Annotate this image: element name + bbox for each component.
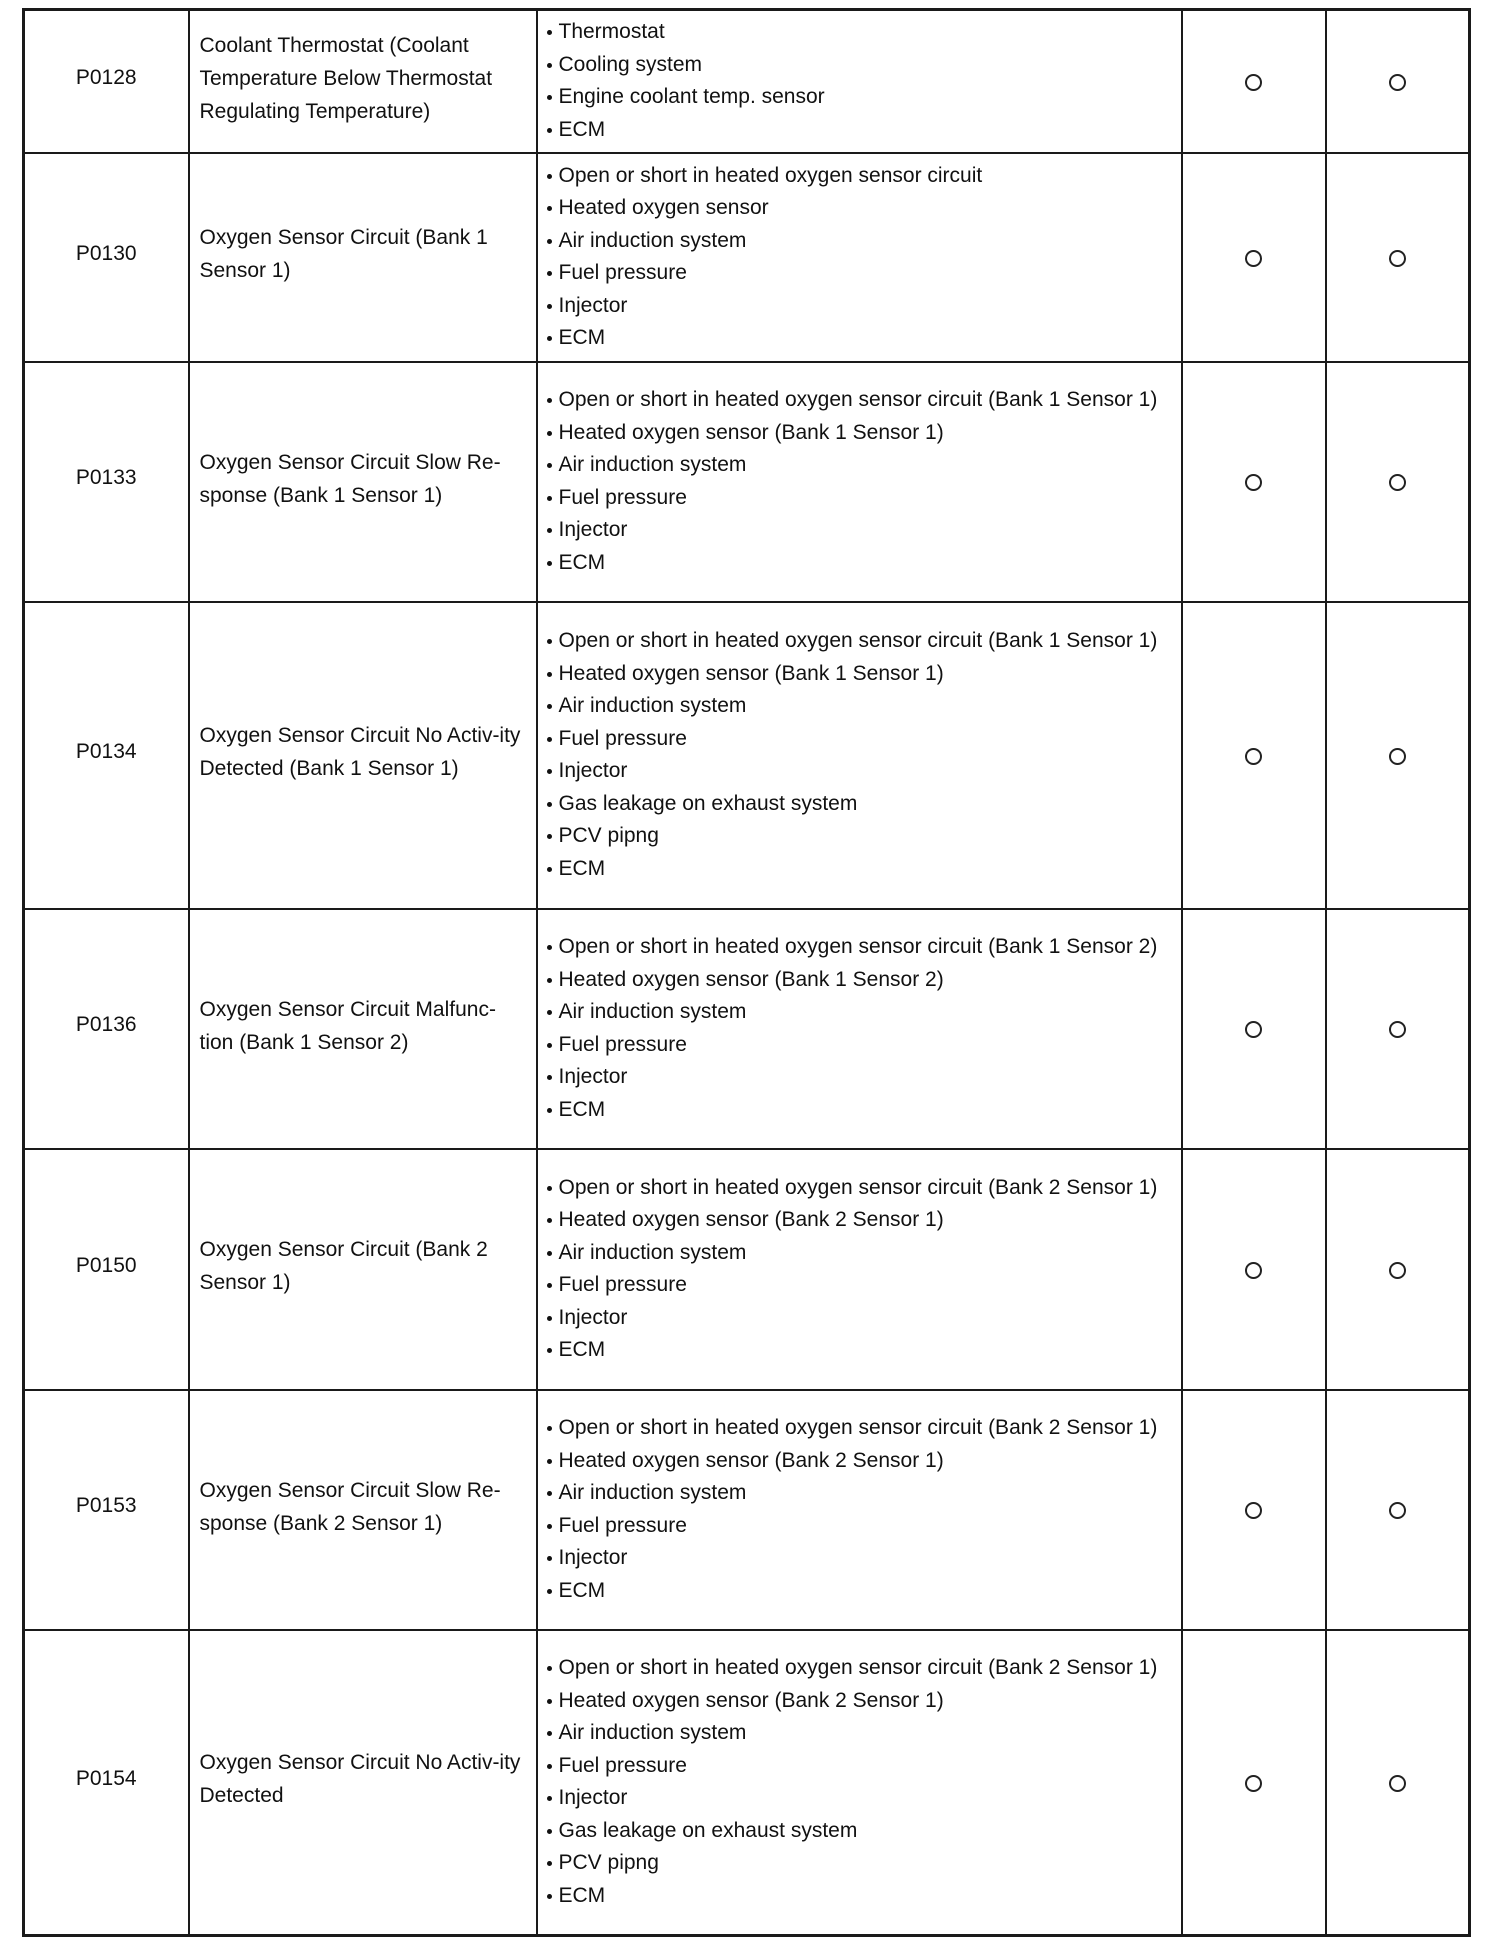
cause-item: ECM xyxy=(546,1334,1171,1367)
check-column-2 xyxy=(1326,153,1470,362)
circle-mark-icon xyxy=(1245,1262,1262,1279)
cause-item: PCV pipng xyxy=(546,820,1171,853)
check-column-1 xyxy=(1182,362,1326,602)
cause-item: Air induction system xyxy=(546,690,1171,723)
cause-item: Gas leakage on exhaust system xyxy=(546,788,1171,821)
cause-item: Open or short in heated oxygen sensor circuit (Bank 2 Sensor 1) xyxy=(546,1412,1171,1445)
check-column-1 xyxy=(1182,1390,1326,1630)
cause-item: Fuel pressure xyxy=(546,1750,1171,1783)
cause-list xyxy=(546,1172,1171,1367)
check-column-2 xyxy=(1326,1630,1470,1936)
cause-item: Injector xyxy=(546,1542,1171,1575)
table-row xyxy=(24,153,1470,362)
check-column-1 xyxy=(1182,1630,1326,1936)
cause-item: Air induction system xyxy=(546,225,1171,258)
possible-causes xyxy=(537,362,1182,602)
cause-item: Fuel pressure xyxy=(546,1269,1171,1302)
cause-list xyxy=(546,625,1171,885)
cause-item: ECM xyxy=(546,1575,1171,1608)
cause-item: Heated oxygen sensor (Bank 1 Sensor 2) xyxy=(546,964,1171,997)
dtc-code: P0133 xyxy=(24,362,189,602)
cause-item: Injector xyxy=(546,290,1171,323)
circle-mark-icon xyxy=(1245,1502,1262,1519)
circle-mark-icon xyxy=(1389,1502,1406,1519)
cause-item: Injector xyxy=(546,1061,1171,1094)
circle-mark-icon xyxy=(1245,1021,1262,1038)
possible-causes xyxy=(537,1390,1182,1630)
cause-item: Cooling system xyxy=(546,49,1171,82)
check-column-2 xyxy=(1326,909,1470,1149)
dtc-description: Oxygen Sensor Circuit No Activ-ity Detected (Bank 1 Sensor 1) xyxy=(189,602,537,909)
dtc-table xyxy=(22,8,1471,1937)
cause-list xyxy=(546,1652,1171,1912)
circle-mark-icon xyxy=(1389,474,1406,491)
circle-mark-icon xyxy=(1245,74,1262,91)
check-column-1 xyxy=(1182,909,1326,1149)
cause-item: ECM xyxy=(546,114,1171,147)
circle-mark-icon xyxy=(1389,748,1406,765)
check-column-1 xyxy=(1182,1149,1326,1390)
circle-mark-icon xyxy=(1245,474,1262,491)
cause-item: Fuel pressure xyxy=(546,723,1171,756)
dtc-code: P0154 xyxy=(24,1630,189,1936)
table-row xyxy=(24,10,1470,153)
table-row xyxy=(24,1149,1470,1390)
dtc-description: Oxygen Sensor Circuit Malfunc-tion (Bank 1 Sensor 2) xyxy=(189,909,537,1149)
dtc-code: P0153 xyxy=(24,1390,189,1630)
cause-list xyxy=(546,1412,1171,1607)
cause-item: Air induction system xyxy=(546,1237,1171,1270)
circle-mark-icon xyxy=(1389,1021,1406,1038)
dtc-code: P0134 xyxy=(24,602,189,909)
possible-causes xyxy=(537,1630,1182,1936)
possible-causes xyxy=(537,153,1182,362)
dtc-description: Oxygen Sensor Circuit Slow Re-sponse (Bank 1 Sensor 1) xyxy=(189,362,537,602)
cause-item: Open or short in heated oxygen sensor circuit (Bank 1 Sensor 1) xyxy=(546,625,1171,658)
dtc-description: Oxygen Sensor Circuit No Activ-ity Detected xyxy=(189,1630,537,1936)
table-row xyxy=(24,1630,1470,1936)
cause-list xyxy=(546,384,1171,579)
circle-mark-icon xyxy=(1389,1775,1406,1792)
cause-item: Air induction system xyxy=(546,449,1171,482)
check-column-2 xyxy=(1326,1149,1470,1390)
check-column-1 xyxy=(1182,602,1326,909)
table-row xyxy=(24,362,1470,602)
circle-mark-icon xyxy=(1389,74,1406,91)
check-column-2 xyxy=(1326,362,1470,602)
cause-item: Injector xyxy=(546,514,1171,547)
cause-item: Heated oxygen sensor (Bank 2 Sensor 1) xyxy=(546,1445,1171,1478)
dtc-table-body xyxy=(24,10,1470,1936)
table-row xyxy=(24,1390,1470,1630)
cause-item: PCV pipng xyxy=(546,1847,1171,1880)
cause-item: Heated oxygen sensor xyxy=(546,192,1171,225)
cause-list xyxy=(546,160,1171,355)
dtc-description: Oxygen Sensor Circuit (Bank 1 Sensor 1) xyxy=(189,153,537,362)
check-column-2 xyxy=(1326,602,1470,909)
cause-item: Heated oxygen sensor (Bank 1 Sensor 1) xyxy=(546,658,1171,691)
cause-item: Fuel pressure xyxy=(546,1510,1171,1543)
cause-item: Air induction system xyxy=(546,996,1171,1029)
cause-item: ECM xyxy=(546,547,1171,580)
dtc-description: Oxygen Sensor Circuit Slow Re-sponse (Bank 2 Sensor 1) xyxy=(189,1390,537,1630)
circle-mark-icon xyxy=(1245,250,1262,267)
cause-item: Fuel pressure xyxy=(546,482,1171,515)
cause-item: Open or short in heated oxygen sensor circuit xyxy=(546,160,1171,193)
dtc-code: P0150 xyxy=(24,1149,189,1390)
circle-mark-icon xyxy=(1389,1262,1406,1279)
possible-causes xyxy=(537,909,1182,1149)
cause-item: Open or short in heated oxygen sensor circuit (Bank 2 Sensor 1) xyxy=(546,1172,1171,1205)
check-column-2 xyxy=(1326,1390,1470,1630)
circle-mark-icon xyxy=(1245,1775,1262,1792)
table-row xyxy=(24,909,1470,1149)
cause-item: ECM xyxy=(546,322,1171,355)
cause-item: Fuel pressure xyxy=(546,257,1171,290)
table-row xyxy=(24,602,1470,909)
cause-item: Air induction system xyxy=(546,1717,1171,1750)
possible-causes xyxy=(537,1149,1182,1390)
check-column-2 xyxy=(1326,10,1470,153)
cause-item: Heated oxygen sensor (Bank 2 Sensor 1) xyxy=(546,1204,1171,1237)
cause-item: Open or short in heated oxygen sensor circuit (Bank 2 Sensor 1) xyxy=(546,1652,1171,1685)
cause-item: ECM xyxy=(546,1880,1171,1913)
circle-mark-icon xyxy=(1245,748,1262,765)
dtc-code: P0130 xyxy=(24,153,189,362)
circle-mark-icon xyxy=(1389,250,1406,267)
cause-item: Gas leakage on exhaust system xyxy=(546,1815,1171,1848)
possible-causes xyxy=(537,602,1182,909)
cause-list xyxy=(546,931,1171,1126)
dtc-code: P0128 xyxy=(24,10,189,153)
cause-item: Air induction system xyxy=(546,1477,1171,1510)
cause-item: Fuel pressure xyxy=(546,1029,1171,1062)
dtc-description: Oxygen Sensor Circuit (Bank 2 Sensor 1) xyxy=(189,1149,537,1390)
dtc-code: P0136 xyxy=(24,909,189,1149)
cause-item: Injector xyxy=(546,1302,1171,1335)
dtc-description: Coolant Thermostat (Coolant Temperature Below Thermostat Regulating Temperature) xyxy=(189,10,537,153)
cause-item: Injector xyxy=(546,1782,1171,1815)
cause-item: Engine coolant temp. sensor xyxy=(546,81,1171,114)
cause-item: ECM xyxy=(546,1094,1171,1127)
possible-causes xyxy=(537,10,1182,153)
cause-item: Open or short in heated oxygen sensor circuit (Bank 1 Sensor 1) xyxy=(546,384,1171,417)
cause-item: Open or short in heated oxygen sensor circuit (Bank 1 Sensor 2) xyxy=(546,931,1171,964)
cause-item: Heated oxygen sensor (Bank 1 Sensor 1) xyxy=(546,417,1171,450)
cause-item: ECM xyxy=(546,853,1171,886)
cause-item: Thermostat xyxy=(546,16,1171,49)
cause-item: Injector xyxy=(546,755,1171,788)
cause-list xyxy=(546,16,1171,146)
cause-item: Heated oxygen sensor (Bank 2 Sensor 1) xyxy=(546,1685,1171,1718)
check-column-1 xyxy=(1182,10,1326,153)
check-column-1 xyxy=(1182,153,1326,362)
